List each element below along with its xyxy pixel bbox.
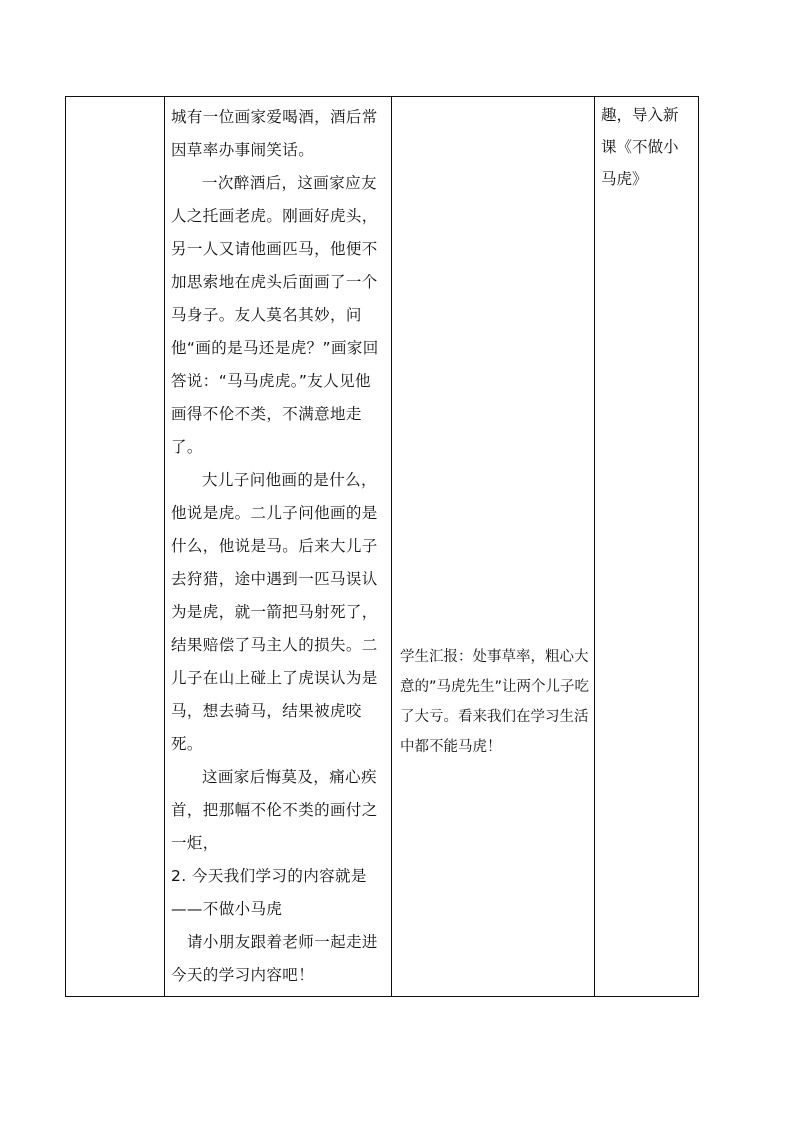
lesson-plan-table (65, 96, 699, 997)
story-paragraph-3: 大儿子问他画的是什么，他说是虎。二儿子问他画的是什么，他说是马。后来大儿子去狩猎，途中遇到一匹马误认为是虎，就一箭把马射死了，结果赔偿了马主人的损失。二儿子在山上碰上了虎误认为是马，想去骑马，结果被虎咬死。 (171, 471, 378, 753)
story-paragraph-4: 这画家后悔莫及，痛心疾首，把那幅不伦不类的画付之一炬， (171, 768, 378, 852)
student-activity-cell (392, 97, 595, 997)
teacher-activity-cell (165, 97, 392, 997)
student-report-paragraph: 学生汇报：处事草率，粗心大意的”马虎先生”让两个儿子吃了大亏。看来我们在学习生活中都不能马虎！ (400, 648, 590, 755)
design-intent-cell (595, 97, 699, 997)
story-paragraph-2: 一次醉酒后，这画家应友人之托画老虎。刚画好虎头，另一人又请他画匹马，他便不加思索地在虎头后面画了一个马身子。友人莫名其妙，问他“画的是马还是虎？”画家回答说：“马马虎虎。”友人见他画得不伦不类，不满意地走了。 (171, 174, 379, 456)
table-row (66, 97, 699, 997)
column-stage-cell (66, 97, 165, 997)
story-paragraph-1: 城有一位画家爱喝酒，酒后常因草率办事闹笑话。 (171, 108, 378, 159)
lesson-topic-paragraph: 2. 今天我们学习的内容就是——不做小马虎 (171, 867, 367, 918)
invitation-paragraph: 请小朋友跟着老师一起走进今天的学习内容吧！ (171, 933, 378, 984)
design-intent-paragraph: 趣，导入新课《不做小马虎》 (601, 106, 679, 188)
